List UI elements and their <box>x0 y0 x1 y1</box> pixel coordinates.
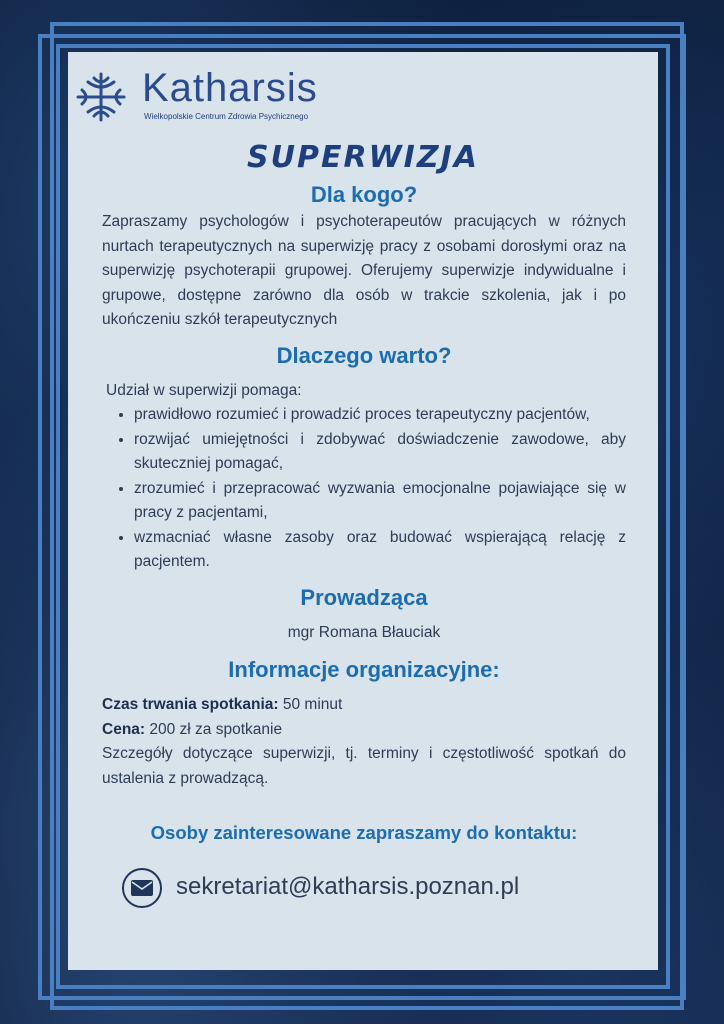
host-name: mgr Romana Błauciak <box>287 623 441 641</box>
heading-who: Dla kogo? <box>310 182 418 207</box>
why-lead: Udział w superwizji pomaga: <box>106 381 302 399</box>
heading-why: Dlaczego warto? <box>276 342 452 368</box>
list-item: • prawidłowo rozumieć i prowadzić proces terapeutyczny pacjentów, <box>134 403 626 428</box>
email-link[interactable]: sekretariat@katharsis.poznan.pl <box>176 873 520 901</box>
contact-heading: Osoby zainteresowane zapraszamy do kontaktu: <box>150 822 578 843</box>
duration-value: 50 minut <box>278 696 343 713</box>
duration-line <box>102 693 626 718</box>
list-item: • rozwijać umiejętności i zdobywać doświadczenie zawodowe, aby skuteczniej pomagać, <box>134 428 626 477</box>
who-text: Zapraszamy psychologów i psychoterapeutów pracujących w różnych nurtach terapeutycznych na superwizję pracy z osobami dorosłymi oraz na superwizję psychoterapii grupowej. Oferujemy superwizje indywidualne i grupowe, dostępne zarówno dla osób w trakcie szkolenia, jak i po ukończeniu szkół terapeutycznych <box>102 213 626 328</box>
envelope-icon <box>122 868 162 908</box>
benefits-list <box>102 403 626 575</box>
duration-label: Czas trwania spotkania: <box>102 696 279 713</box>
katharsis-emblem-icon <box>74 70 128 124</box>
price-line <box>102 718 626 743</box>
heading-info: Informacje organizacyjne: <box>228 657 500 682</box>
list-item: • zrozumieć i przepracować wyzwania emocjonalne pojawiające się w pracy z pacjentami, <box>134 477 626 526</box>
poster-panel <box>68 52 658 970</box>
email-row[interactable] <box>122 868 626 908</box>
info-note: Szczegóły dotyczące superwizji, tj. terminy i częstotliwość spotkań do ustalenia z prowadzącą. <box>102 745 626 787</box>
logo <box>74 66 318 124</box>
poster-content <box>102 180 626 908</box>
brand-subtitle: Wielkopolskie Centrum Zdrowia Psychicznego <box>144 112 309 121</box>
poster-title: SUPERWIZJA <box>247 140 479 175</box>
price-label: Cena: <box>102 720 146 738</box>
price-value: 200 zł za spotkanie <box>145 720 283 738</box>
brand-name: Katharsis <box>142 66 318 110</box>
list-item: • wzmacniać własne zasoby oraz budować wspierającą relację z pacjentem. <box>134 526 626 575</box>
heading-host: Prowadząca <box>300 584 428 610</box>
